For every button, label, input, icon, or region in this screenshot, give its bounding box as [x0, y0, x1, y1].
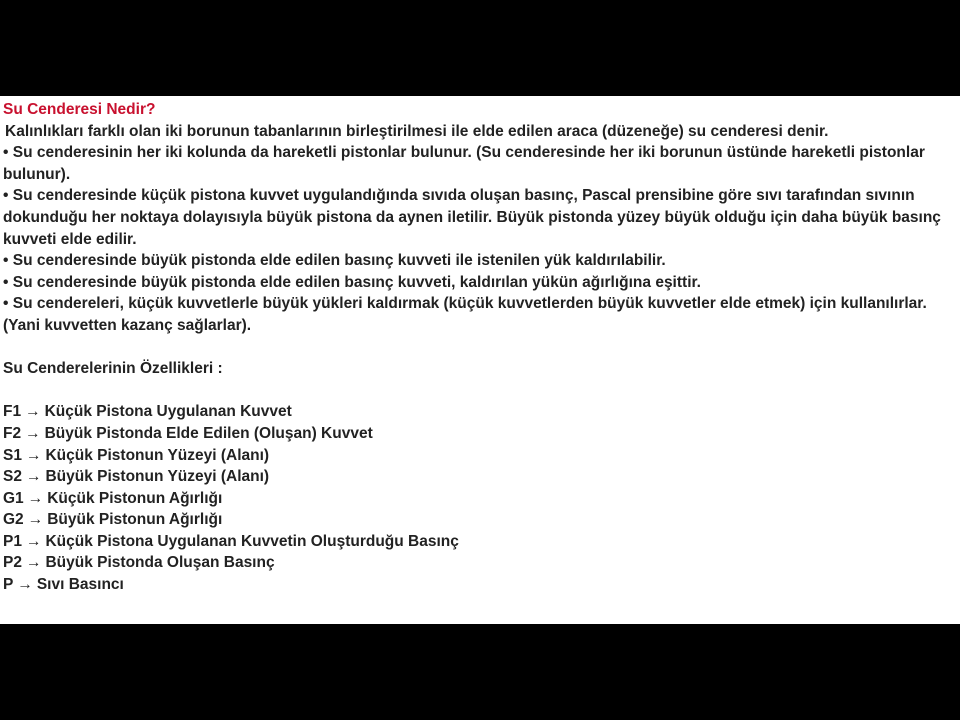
- bullet-item: [3, 293, 944, 336]
- right-arrow-icon: →: [25, 446, 42, 464]
- definition-row: [3, 531, 944, 553]
- letterbox-top: [0, 0, 960, 96]
- definition-symbol: F2: [3, 424, 22, 442]
- definition-symbol: P: [3, 576, 14, 594]
- bullet-text: Su cenderesinde büyük pistonda elde edilen basınç kuvveti ile istenilen yük kaldırılabilir.: [12, 252, 666, 270]
- definition-meaning: Küçük Pistonun Yüzeyi (Alanı): [45, 446, 270, 464]
- right-arrow-icon: →: [25, 468, 42, 486]
- bullet-text: Su cenderesinin her iki kolunda da hareketli pistonlar bulunur. (Su cenderesinde her iki borunun üstünde hareketli pistonlar bulunur).: [3, 144, 925, 183]
- intro-paragraph: Kalınlıkları farklı olan iki borunun tabanlarının birleştirilmesi ile elde edilen araca (düzeneğe) su cenderesi denir.: [5, 122, 829, 140]
- definition-symbol: G1: [3, 489, 24, 507]
- definition-meaning: Küçük Pistona Uygulanan Kuvvetin Oluşturduğu Basınç: [45, 532, 459, 550]
- right-arrow-icon: →: [25, 403, 41, 421]
- blank-line: [3, 337, 944, 359]
- definition-row: [3, 488, 944, 510]
- right-arrow-icon: →: [27, 511, 44, 529]
- definition-symbol: P1: [3, 532, 22, 550]
- definition-symbol: P2: [3, 554, 22, 572]
- right-arrow-icon: →: [25, 532, 42, 550]
- bullet-marker: •: [3, 252, 9, 270]
- letterbox-bottom: [0, 624, 960, 720]
- definition-row: [3, 574, 944, 596]
- definitions-list: [3, 401, 944, 595]
- blank-line: [3, 380, 944, 402]
- right-arrow-icon: →: [25, 424, 41, 442]
- document-title: Su Cenderesi Nedir?: [3, 101, 156, 118]
- definition-meaning: Büyük Pistonda Elde Edilen (Oluşan) Kuvvet: [44, 424, 373, 442]
- definition-symbol: S2: [3, 468, 22, 486]
- definition-meaning: Büyük Pistonda Oluşan Basınç: [45, 554, 275, 572]
- section-title: Su Cenderelerinin Özellikleri :: [3, 360, 223, 378]
- bullet-marker: •: [3, 187, 9, 205]
- definition-row: [3, 552, 944, 574]
- definition-meaning: Büyük Pistonun Ağırlığı: [47, 511, 223, 529]
- bullet-item: [3, 250, 944, 272]
- definition-symbol: F1: [3, 403, 22, 421]
- bullet-marker: •: [3, 144, 9, 162]
- bullet-marker: •: [3, 295, 9, 313]
- bullet-text: Su cenderesinde küçük pistona kuvvet uygulandığında sıvıda oluşan basınç, Pascal prensibine göre sıvı tarafından sıvının dokunduğu her noktaya dolayısıyla büyük pistona da aynen iletilir. Büyük pistonda yüzey büyük olduğu için daha büyük basınç kuvveti elde edilir.: [3, 187, 941, 248]
- bullet-text: Su cenderesinde büyük pistonda elde edilen basınç kuvveti, kaldırılan yükün ağırlığına eşittir.: [12, 273, 701, 291]
- document-page: [0, 96, 960, 624]
- definition-meaning: Küçük Pistonun Ağırlığı: [47, 489, 223, 507]
- definition-row: [3, 466, 944, 488]
- definition-meaning: Sıvı Basıncı: [36, 576, 124, 594]
- bullet-item: [3, 142, 944, 185]
- bullet-item: [3, 185, 944, 250]
- bullet-item: [3, 272, 944, 294]
- right-arrow-icon: →: [17, 576, 33, 594]
- definition-symbol: G2: [3, 511, 24, 529]
- definition-row: [3, 401, 944, 423]
- bullet-text: Su cendereleri, küçük kuvvetlerle büyük yükleri kaldırmak (küçük kuvvetlerden büyük kuvvetler elde etmek) için kullanılırlar. (Yani kuvvetten kazanç sağlarlar).: [3, 295, 927, 334]
- right-arrow-icon: →: [27, 489, 44, 507]
- definition-meaning: Küçük Pistona Uygulanan Kuvvet: [44, 403, 292, 421]
- definition-symbol: S1: [3, 446, 22, 464]
- bullet-marker: •: [3, 273, 9, 291]
- right-arrow-icon: →: [25, 554, 42, 572]
- definition-meaning: Büyük Pistonun Yüzeyi (Alanı): [45, 468, 270, 486]
- definition-row: [3, 509, 944, 531]
- definition-row: [3, 423, 944, 445]
- definition-row: [3, 445, 944, 467]
